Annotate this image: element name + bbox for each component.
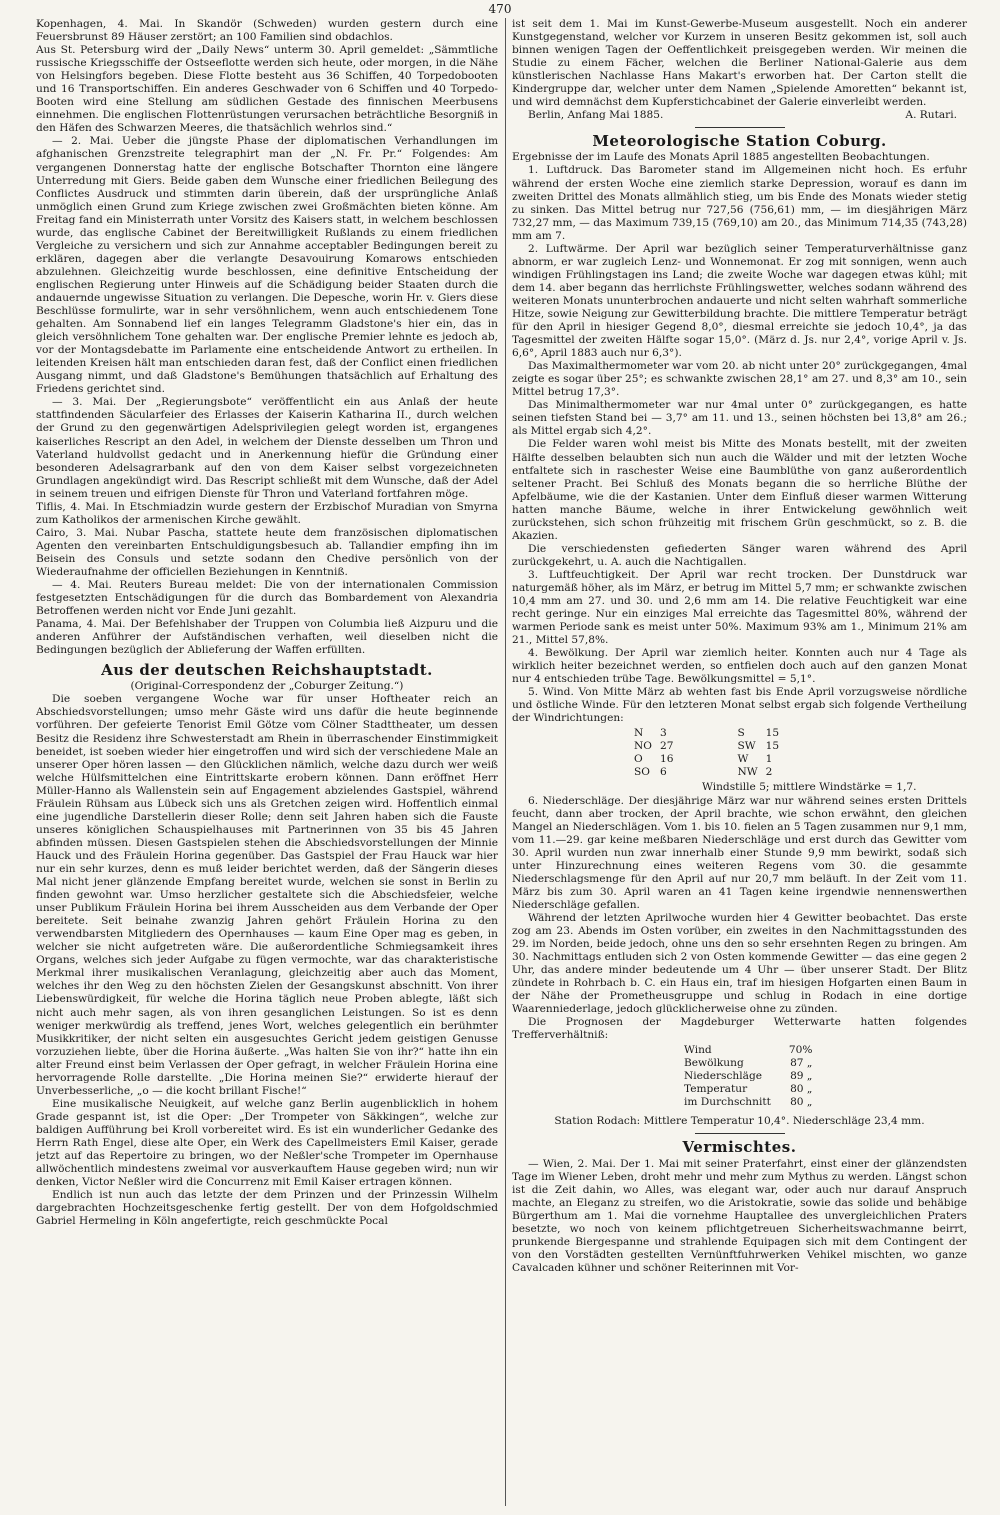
article-signature — [512, 109, 967, 122]
page-number: 470 — [488, 2, 512, 16]
meteo-luftdruck: 1. Luftdruck. Das Barometer stand im Allgemeinen nicht hoch. Es erfuhr während der ersten Woche eine ziemlich starke Depression, worauf es dann im zweiten Drittel des Monats allmählich stieg, um bis Ende des Monats wieder stetig zu sinken. Das Mittel betrug nur 727,56 (756,61) mm, — im diesjährigen März 732,27 mm, — das Maximum 739,15 (769,10) am 20., das Minimum 714,35 (743,28) mm am 7. — [512, 164, 967, 242]
meteo-luftwaerme: 2. Luftwärme. Der April war bezüglich seiner Temperaturverhältnisse ganz abnorm, er war zugleich Lenz- und Wonnemonat. Er zog mit sonnigen, wenn auch windigen Frühlingstagen ins Land; die zweite Woche war dagegen etwas kühl; mit dem 14. aber begann das herrlichste Frühlingswetter, welches sodann während des weiteren Monats ununterbrochen andauerte und nicht selten wahrhaft sommerliche Hitze, sowie Neigung zur Gewitterbildung brachte. Die mittlere Temperatur beträgt für den April in hiesiger Gegend 8,0°, diesmal erreichte sie jedoch 10,4°, ja das Tagesmittel der zweiten Hälfte sogar 15,0°. (März d. Js. nur 2,4°, vorige April v. Js. 6,6°, April 1883 auch nur 6,3°). — [512, 242, 967, 360]
station-rodach: Station Rodach: Mittlere Temperatur 10,4°. Niederschläge 23,4 mm. — [554, 1115, 925, 1128]
news-petersburg-2: — 2. Mai. Ueber die jüngste Phase der diplomatischen Verhandlungen im afghanischen Grenzstreite telegraphirt man der „N. Fr. Pr.“ Folgendes: Am vergangenen Donnerstag hatte der englische Botschafter Thornton eine längere Unterredung mit Giers. Beide gaben dem Wunsche einer friedlichen Beilegung des Conflictes Ausdruck und stimmten darin überein, daß der ursprüngliche Anlaß unmöglich einen Grund zum Kriege zwischen zwei Großmächten bieten könne. Am Freitag fand ein Ministerrath unter Vorsitz des Kaisers statt, in welchem beschlossen wurde, das englische Cabinet der Bereitwilligkeit Rußlands zu einem friedlichen Vergleiche zu versichern und sich zur Annahme acceptabler Bedingungen bereit zu erklären, dagegen aber die verlangte Desavouirung Komarows entschieden abzulehnen. Gleichzeitig wurde beschlossen, eine definitive Entscheidung der englischen Regierung unter Hinweis auf die Schädigung beider Staaten durch die andauernde ungewisse Situation zu verlangen. Die Depesche, worin Hr. v. Giers diese Beschlüsse formulirte, war in sehr versöhnlichem, wenn auch entschiedenem Tone gehalten. Am Sonnabend lief ein langes Telegramm Gladstone's hier ein, das in gleich versöhnlichem Tone gehalten war. Der englische Premier lehnte es jedoch ab, vor der Montagsdebatte im Parlamente eine entscheidende Antwort zu ertheilen. In leitenden Kreisen hält man entschieden daran fest, daß der Conflict einen friedlichen Ausgang nimmt, und daß Gladstone's Bemühungen thatsächlich auf Erhaltung des Friedens gerichtet sind. — [36, 135, 498, 396]
article-paragraph: Eine musikalische Neuigkeit, auf welche ganz Berlin augenblicklich in hohem Grade gespannt ist, ist die Oper: „Der Trompeter von Säkkingen“, welche zur baldigen Aufführung bei Kroll vorbereitet wird. Es ist ein wunderlicher Gedanke des Herrn Rath Engel, diese alte Oper, ein Werk des Capellmeisters Emil Kaiser, gerade jetzt auf das Repertoire zu bringen, wo der Neßler'sche Trompeter im Opernhause allwöchentlich mindestens zweimal vor ausverkauftem Hause gegeben wird; nun wir denken, Victor Neßler wird die Concurrenz mit Emil Kaiser ertragen können. — [36, 1097, 498, 1189]
news-cairo: Cairo, 3. Mai. Nubar Pascha, stattete heute dem französischen diplomatischen Agenten den vereinbarten Entschuldigungsbesuch ab. Tallandier empfing ihn im Beisein des Consuls und setzte sodann den Chedive persönlich von der Wiederaufnahme der officiellen Beziehungen in Kenntniß. — [36, 526, 498, 578]
prognosis-table — [680, 1044, 816, 1109]
signature-name: A. Rutari. — [905, 109, 957, 122]
table-row: SO 6 NW 2 — [634, 766, 773, 779]
meteo-prognosen: Die Prognosen der Magdeburger Wetterwarte hatten folgendes Trefferverhältniß: — [512, 1016, 967, 1042]
signature-place: Berlin, Anfang Mai 1885. — [528, 109, 664, 122]
article-paragraph: Die soeben vergangene Woche war für unser Hoftheater reich an Abschiedsvorstellungen; umso mehr Gäste wird uns dafür die heute beginnende vorführen. Der gefeierte Tenorist Emil Götze vom Cölner Stadttheater, um dessen Besitz die Residenz ihre Schwesterstadt am Rhein in überraschender Einstimmigkeit beneidet, ist soeben wieder hier eingetroffen und wird sich der verschiedene Male an unserer Oper hören lassen — den Glücklichen nämlich, welche dazu durch wer weiß welche Hülfsmittelchen eine Eintrittskarte erobern können. Dann eröffnet Herr Müller-Hanno als Wallenstein sein auf Engagement abzielendes Gastspiel, während Fräulein Rühsam aus Lübeck sich uns als Gretchen zeigen wird. Hoffentlich einmal eine jugendliche Darstellerin dieser Rolle; denn seit Jahren haben sich die Fauste unseres königlichen Schauspielhauses mit Partnerinnen von 35 bis 45 Jahren abfinden müssen. Diesen Gastspielen stehen die Abschiedsvorstellungen der Minnie Hauck und des Fräulein Horina gegenüber. Das Gastspiel der Frau Hauck war hier nur ein sehr kurzes, denn es muß leider berichtet werden, daß der Sängerin dieses Mal nicht jener glänzende Empfang bereitet wurde, welchen sie sonst in Berlin zu finden gewohnt war. Umso herzlicher gestaltete sich die Abschiedsfeier, welche unser Publikum Fräulein Horina bei ihrem Ausscheiden aus dem Verbande der Oper bereitete. Seit beinahe zwanzig Jahren gehört Fräulein Horina zu den verwendbarsten Mitgliedern des Opernhauses — kaum Eine Oper mag es geben, in welcher sie nicht aufgetreten wäre. Die außerordentliche Schmiegsamkeit ihres Organs, welches sich jeder Aufgabe zu fügen vermochte, war das charakteristische Merkmal ihrer musikalischen Veranlagung, gleichzeitig aber auch das Moment, welches ihr den Weg zu den höchsten Zielen der Gesangskunst abschnitt. Von ihrer Liebenswürdigkeit, für welche die Horina täglich neue Proben ablegte, läßt sich nicht auch mehr sagen, als von ihren gesanglichen Leistungen. So ist es denn weniger merkwürdig als treffend, jenes Wort, welches gelegentlich ein berühmter Musikkritiker, der nicht selten ein ausgesuchtes Gericht jedem geistigen Genusse vorzuziehen liebte, über die Horina äußerte. „Was halten Sie von ihr?“ hatte ihn ein alter Freund einst beim Verlassen der Oper gefragt, in welcher Fräulein Horina eine hervorragende Rolle darstellte. „Die Horina meinen Sie?“ erwiderte hierauf der Unverbesserliche, „o — die kocht brillant Fische!“ — [36, 693, 498, 1097]
right-column — [512, 18, 967, 1506]
meteo-bewoelkung: 4. Bewölkung. Der April war ziemlich heiter. Konnten auch nur 4 Tage als wirklich heiter bezeichnet werden, so entfielen doch auch auf den ganzen Monat nur 4 entschieden trübe Tage. Bewölkungsmittel = 5,1°. — [512, 647, 967, 686]
news-wien: — Wien, 2. Mai. Der 1. Mai mit seiner Praterfahrt, einst einer der glänzendsten Tage im Wiener Leben, droht mehr und mehr zum Mythus zu werden. Längst schon ist die Zeit dahin, wo Alles, was elegant war, oder auch nur darauf Anspruch machte, an Eleganz zu streifen, wo die Aristokratie, sowie das solide und behäbige Bürgerthum am 1. Mai die vornehme Hauptallee des unvergleichlichen Praters besetzte, wo noch von keinem pflichtgetreuen Sicherheitswachmanne beirrt, prunkende Biergespanne und strahlende Equipagen sich mit dem Contingent der von den Vorstädten gestellten Vernünftfuhrwerken Vehikel mischten, wo ganze Cavalcaden kühner und schöner Reiterinnen mit Vor- — [512, 1157, 967, 1274]
wind-note: Windstille 5; mittlere Windstärke = 1,7. — [702, 781, 917, 794]
table-row: Temperatur 80 „ — [684, 1083, 813, 1096]
section-heading-vermischtes: Vermischtes. — [682, 1138, 797, 1157]
meteo-niederschlaege: 6. Niederschläge. Der diesjährige März war nur während seines ersten Drittels feucht, dann aber trocken, der April brachte, wie schon erwähnt, den gleichen Mangel an Niederschlägen. Vom 1. bis 10. fielen an 5 Tagen zusammen nur 9,1 mm, vom 11.—29. gar keine meßbaren Niederschläge und erst durch das Gewitter vom 30. April wurden nun zwar innerhalb einer Stunde 9,9 mm bewirkt, sodaß sich unter Hinzurechnung eines weiteren Regens vom 30. die gesammte Niederschlagsmenge für den April auf nur 20,7 mm beläuft. In der Zeit vom 11. März bis zum 30. April waren an 41 Tagen keine irgendwie nennenswerthen Niederschläge gefallen. — [512, 794, 967, 911]
divider — [695, 127, 785, 128]
wind-table — [630, 727, 783, 779]
section-heading-meteo: Meteorologische Station Coburg. — [592, 132, 887, 151]
meteo-minimum: Das Minimalthermometer war nur 4mal unter 0° zurückgegangen, es hatte seinen tiefsten Stand bei — 3,7° am 11. und 13., seinen höchsten bei 13,8° am 26.; als Mittel ergab sich 4,2°. — [512, 399, 967, 438]
section-subheading: (Original-Correspondenz der „Coburger Zeitung.“) — [130, 680, 404, 693]
meteo-vegetation: Die Felder waren wohl meist bis Mitte des Monats bestellt, mit der zweiten Hälfte desselben belaubten sich nun auch die Wälder und mit der letzten Woche entfaltete sich in raschester Weise eine Baumblüthe von ganz außerordentlich seltener Pracht. Bei Schluß des Monats begann die so herrliche Blüthe der Apfelbäume, wie die der Kastanien. Unter dem Einfluß dieser warmen Witterung hatten manche Bäume, welche in ihrer Entwickelung gewöhnlich weit zurückstehen, sich schon frühzeitig mit frischem Grün geschmückt, so z. B. die Akazien. — [512, 438, 967, 542]
meteo-wind: 5. Wind. Von Mitte März ab wehten fast bis Ende April vorzugsweise nördliche und östliche Winde. Für den letzteren Monat selbst ergab sich folgende Vertheilung der Windrichtungen: — [512, 686, 967, 725]
news-petersburg: Aus St. Petersburg wird der „Daily News“ unterm 30. April gemeldet: „Sämmtliche russische Kriegsschiffe der Ostseeflotte werden sich heute, oder morgen, in die Nähe von Helsingfors begeben. Diese Flotte besteht aus 36 Schiffen, 40 Torpedobooten und 16 Transportschiffen. Ein anderes Geschwader von 6 Schiffen und 40 Torpedo-Booten wird eine Stellung am südlichen Gestade des finnischen Meerbusens einnehmen. Die englischen Flottenrüstungen verursachen beträchtliche Besorgniß in den Häfen des Schwarzen Meeres, die thatsächlich wehrlos sind.“ — [36, 44, 498, 135]
article-paragraph: Endlich ist nun auch das letzte der dem Prinzen und der Prinzessin Wilhelm dargebrachten Hochzeitsgeschenke fertig gestellt. Der von dem Hofgoldschmied Gabriel Hermeling in Köln angefertigte, reich geschmückte Pocal — [36, 1189, 498, 1228]
column-divider — [505, 18, 506, 1506]
meteo-gewitter: Während der letzten Aprilwoche wurden hier 4 Gewitter beobachtet. Das erste zog am 23. Abends im Osten vorüber, ein zweites in den Nachmittagsstunden des 29. im Norden, beide jedoch, ohne uns den so sehr ersehnten Regen zu bringen. Am 30. Nachmittags entluden sich 2 von Osten kommende Gewitter — das eine gegen 2 Uhr, das andere minder bedeutende um 4 Uhr — über unserer Stadt. Der Blitz zündete in Rohrbach b. C. ein Haus ein, traf im hiesigen Hofgarten einen Baum in der Nähe der Prometheusgruppe und schlug in Rodach in eine dortige Waarenniederlage, jedoch glücklicherweise ohne zu zünden. — [512, 911, 967, 1016]
news-panama: Panama, 4. Mai. Der Befehlshaber der Truppen von Columbia ließ Aizpuru und die anderen Anführer der Aufständischen verhaften, weil dieselben nicht die Bedingungen bezüglich der Ablieferung der Waffen erfüllten. — [36, 618, 498, 657]
article-continuation: ist seit dem 1. Mai im Kunst-Gewerbe-Museum ausgestellt. Noch ein anderer Kunstgegenstand, welcher vor Kurzem in unseren Besitz gekommen ist, soll auch binnen wenigen Tagen der Oeffentlichkeit preisgegeben werden. Wir meinen die Studie zu einem Fächer, welchen die Berliner National-Galerie aus dem künstlerischen Nachlasse Hans Makart's erworben hat. Der Carton stellt die Kindergruppe dar, welcher unter dem Namen „Spielende Amoretten“ bekannt ist, und wird demnächst dem Kupferstichcabinet der Galerie einverleibt werden. — [512, 18, 967, 109]
meteo-intro: Ergebnisse der im Laufe des Monats April 1885 angestellten Beobachtungen. — [512, 151, 930, 164]
section-heading-berlin: Aus der deutschen Reichshauptstadt. — [101, 661, 433, 680]
divider — [695, 1133, 785, 1134]
table-row: Niederschläge 89 „ — [684, 1070, 813, 1083]
news-cairo-2: — 4. Mai. Reuters Bureau meldet: Die von der internationalen Commission festgesetzten Entschädigungen für die durch das Bombardement von Alexandria Betroffenen werden nicht vor Ende Juni gezahlt. — [36, 579, 498, 618]
meteo-feuchtigkeit: 3. Luftfeuchtigkeit. Der April war recht trocken. Der Dunstdruck war naturgemäß höher, als im März, er betrug im Mittel 5,7 mm; er schwankte zwischen 10,4 mm am 27. und 30. und 2,6 mm am 14. Die relative Feuchtigkeit war eine recht geringe. Nur ein einziges Mal erreichte das Tagesmittel 80%, während der warmen Periode sank es meist unter 50%. Maximum 93% am 1., Minimum 21% am 21., Mittel 57,8%. — [512, 568, 967, 647]
news-petersburg-3: — 3. Mai. Der „Regierungsbote“ veröffentlicht ein aus Anlaß der heute stattfindenden Säcularfeier des Erlasses der Kaiserin Katharina II., durch welchen der Grund zu den gegenwärtigen Adelsprivilegien gelegt worden ist, ergangenes kaiserliches Rescript an den Adel, in welchem der Dienste desselben um Thron und Vaterland huldvollst gedacht und in Anerkennung hiefür die Gründung einer besonderen Adelsagrarbank auf den von dem Kaiser selbst vorgezeichneten Grundlagen angekündigt wird. Das Rescript schließt mit dem Wunsche, daß der Adel in seinem treuen und eifrigen Dienste für Thron und Vaterland fortfahren möge. — [36, 396, 498, 500]
table-row: O 16 W 1 — [634, 753, 773, 766]
news-tiflis: Tiflis, 4. Mai. In Etschmiadzin wurde gestern der Erzbischof Muradian von Smyrna zum Katholikos der armenischen Kirche gewählt. — [36, 500, 498, 526]
news-copenhagen: Kopenhagen, 4. Mai. In Skandör (Schweden) wurden gestern durch eine Feuersbrunst 89 Häuser zerstört; an 100 Familien sind obdachlos. — [36, 18, 498, 44]
left-column — [36, 18, 498, 1506]
meteo-maximum: Das Maximalthermometer war vom 20. ab nicht unter 20° zurückgegangen, 4mal zeigte es sogar über 25°; es schwankte zwischen 28,1° am 27. und 8,3° am 10., sein Mittel betrug 17,3°. — [512, 360, 967, 399]
meteo-birds: Die verschiedensten gefiederten Sänger waren während des April zurückgekehrt, u. A. auch die Nachtigallen. — [512, 542, 967, 568]
table-row: Bewölkung 87 „ — [684, 1057, 813, 1070]
table-row: N 3 S 15 — [634, 727, 780, 740]
table-row: Wind 70% — [684, 1044, 813, 1057]
table-row: im Durchschnitt 80 „ — [684, 1096, 813, 1109]
table-row: NO 27 SW 15 — [634, 740, 780, 753]
